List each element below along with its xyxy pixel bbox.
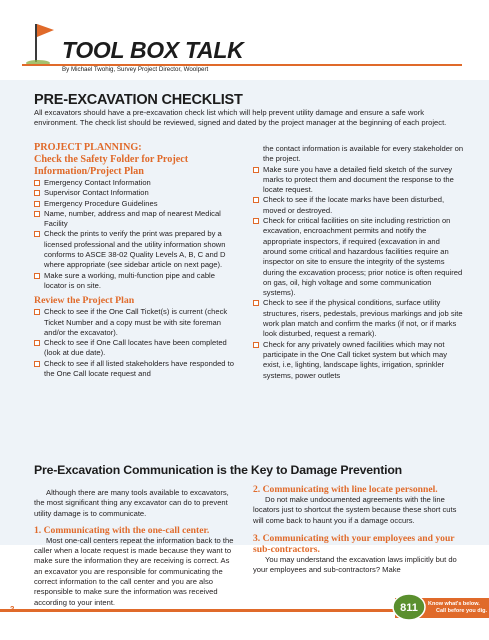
checklist-item: Check the prints to verify the print was prepared by a licensed professional and the utility information shown conforms to ASCE 38-02 Quality Levels A, B, C and D where appropriate (see sidebar article on next page). [34,229,239,270]
checkbox-icon [34,340,40,346]
checklist-item: Check to see if all listed stakeholders have responded to the One Call locate request and [34,359,239,380]
checkbox-icon [253,300,259,306]
subsection-body-employees: You may understand the excavation laws implicitly but do your employees and sub-contractors? Make [253,554,457,575]
checkbox-icon [34,190,40,196]
checkbox-icon [253,218,259,224]
checklist-right-column [253,144,465,381]
review-checklist [34,307,239,379]
checklist-item: Emergency Procedure Guidelines [34,199,239,209]
subsection-title-one-call: 1. Communicating with the one-call center. [34,524,210,536]
checklist-item: Check to see if the locate marks have been disturbed, moved or destroyed. [253,195,465,216]
communication-right-column [253,484,465,575]
communication-left-column [34,488,239,608]
site-checklist [253,165,465,381]
checklist-heading: PRE-EXCAVATION CHECKLIST [34,92,243,108]
checklist-item: Supervisor Contact Information [34,188,239,198]
checklist-item: Name, number, address and map of nearest Medical Facility [34,209,239,230]
article-title: TOOL BOX TALK [62,37,244,63]
checklist-item: Check to see if the physical conditions, surface utility structures, risers, pedestals, previous markings and job site work plan match and confirm the marks (if not, or if marks look disturbed, request a remark). [253,298,465,339]
checklist-item: Make sure a working, multi-function pipe and cable locator is on site. [34,271,239,292]
subsection-body-one-call: Most one-call centers repeat the information back to the caller when a locate request is made because they want to make sure the information they are receiving is correct. As an excavator you are responsible for communicating the correct information to the call center and you are also responsible to make sure the information was received according to your intent. [34,535,234,607]
checkbox-icon [34,273,40,279]
checklist-left-column [34,142,239,379]
checkbox-icon [253,342,259,348]
byline: By Michael Twohig, Survey Project Director, Woolpert [62,66,209,73]
communication-intro: Although there are many tools available to excavators, the most significant thing any excavator can do to prevent utility damage is to communicate. [34,488,229,518]
planning-checklist [34,178,239,291]
subsection-title-employees: 3. Communicating with your employees and your sub-contractors. [253,532,455,555]
subsection-body-line-locate: Do not make undocumented agreements with the line locators just to shortcut the system because these short cuts will come back to haunt you if a damage occurs. [253,495,457,525]
checkbox-icon [34,309,40,315]
checkbox-icon [34,231,40,237]
checklist-item: Emergency Contact Information [34,178,239,188]
checklist-item: Check to see if One Call locates have been completed (look at due date). [34,338,239,359]
checklist-item: Make sure you have a detailed field sketch of the survey marks to protect them and document the response to the locate request. [253,165,465,196]
checkbox-icon [34,211,40,217]
checklist-item: Check for any privately owned facilities which may not participate in the One Call ticket system but which may exist, i.e, lighting, landscape lights, irrigation, sprinkler systems, power outlets [253,340,465,381]
checkbox-icon [253,167,259,173]
call-811-logo-icon [392,593,426,621]
checklist-item: Check for critical facilities on site including restriction on excavation, encroachment permits and notify the appropriate inspectors, if required (excavation in and around some critical and hazardous facilities require an inspector on site to ensure the integrity of the systems during the excavation process; prior notice is often required on gas, oil, high voltage and some communication systems). [253,216,465,298]
checklist-item-continuation: the contact information is available for every stakeholder on the project. [263,144,464,164]
logo-tagline-2: Call before you dig. [436,608,488,614]
logo-number: 811 [400,602,418,614]
subsection-title-safety-folder: Check the Safety Folder for Project Information/Project Plan [34,154,189,177]
checkbox-icon [253,197,259,203]
section-title-review-plan: Review the Project Plan [34,295,135,307]
checkbox-icon [34,180,40,186]
article-header [22,14,472,74]
communication-heading: Pre-Excavation Communication is the Key to Damage Prevention [34,463,402,477]
subsection-title-line-locate: 2. Communicating with line locate personnel. [253,484,438,495]
checkbox-icon [34,201,40,207]
checkbox-icon [34,361,40,367]
section-title-project-planning: PROJECT PLANNING: [34,142,142,153]
page-number: 3 [10,605,15,614]
logo-tagline-1: Know what's below. [428,601,480,607]
checklist-item: Check to see if the One Call Ticket(s) is current (check Ticket Number and a copy must be with site foreman and/or the excavator). [34,307,239,338]
checklist-intro: All excavators should have a pre-excavation check list which will help prevent utility damage and ensure a safe work environment. The check list should be reviewed, signed and dated by the project manager at the beginning of each project. [34,108,447,128]
